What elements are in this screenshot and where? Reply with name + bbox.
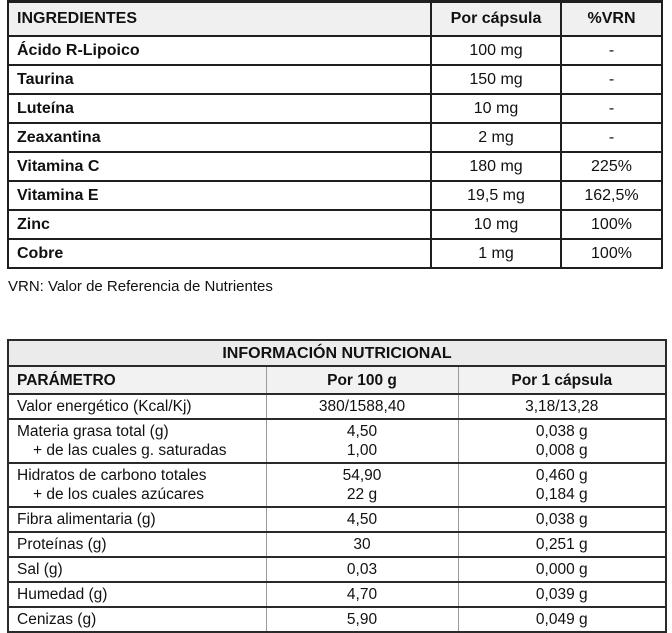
nutrition-param: Valor energético (Kcal/Kj) [8,394,266,419]
ingredient-amount: 100 mg [431,36,561,65]
nutrition-header-per-100g: Por 100 g [266,366,458,394]
table-row [8,181,662,210]
ingredient-name: Ácido R-Lipoico [8,36,431,65]
nutrition-param [8,419,266,463]
nutrition-per-capsule: 0,038 g [458,507,666,532]
nutrition-per-100g: 4,50 [266,507,458,532]
nutrition-param: Proteínas (g) [8,532,266,557]
nutrition-per-100g: 4,70 [266,582,458,607]
ingredient-amount: 150 mg [431,65,561,94]
nutrition-per-100g-line1: 4,50 [346,423,378,440]
table-row [8,65,662,94]
ingredient-amount: 19,5 mg [431,181,561,210]
nutrition-per-100g-line2: 1,00 [346,442,378,459]
ingredients-header-per-capsule: Por cápsula [431,2,561,37]
nutrition-header-row [8,366,666,394]
nutrition-title: INFORMACIÓN NUTRICIONAL [8,340,666,366]
nutrition-per-100g: 0,03 [266,557,458,582]
nutrition-per-100g: 5,90 [266,607,458,632]
ingredient-name: Zeaxantina [8,123,431,152]
ingredient-vrn: - [561,123,662,152]
nutrition-param-line1: Materia grasa total (g) [17,423,169,440]
table-row [8,123,662,152]
ingredient-amount: 180 mg [431,152,561,181]
nutrition-per-capsule: 3,18/13,28 [458,394,666,419]
ingredient-amount: 10 mg [431,94,561,123]
nutrition-header-per-capsule: Por 1 cápsula [458,366,666,394]
nutrition-header-param: PARÁMETRO [8,366,266,394]
nutrition-per-capsule: 0,000 g [458,557,666,582]
ingredient-amount: 1 mg [431,239,561,268]
ingredient-name: Luteína [8,94,431,123]
nutrition-param: Fibra alimentaria (g) [8,507,266,532]
ingredient-vrn: 100% [561,210,662,239]
ingredient-vrn: - [561,65,662,94]
table-row [8,394,666,419]
table-row [8,557,666,582]
vrn-footnote: VRN: Valor de Referencia de Nutrientes [8,278,273,295]
table-row [8,36,662,65]
nutrition-per-capsule [458,419,666,463]
nutrition-per-capsule [458,463,666,507]
table-row [8,210,662,239]
nutrition-param: Cenizas (g) [8,607,266,632]
nutrition-param: Humedad (g) [8,582,266,607]
ingredients-header-row [8,2,662,37]
table-row [8,463,666,507]
nutrition-per-100g: 30 [266,532,458,557]
nutrition-title-row [8,340,666,366]
ingredient-amount: 2 mg [431,123,561,152]
nutrition-per-100g [266,463,458,507]
ingredient-vrn: 100% [561,239,662,268]
table-row [8,94,662,123]
ingredients-table [7,0,663,269]
nutrition-param-line1: Hidratos de carbono totales [17,467,207,484]
ingredient-name: Cobre [8,239,431,268]
nutrition-table [7,339,667,633]
nutrition-per-100g: 380/1588,40 [266,394,458,419]
nutrition-param: Sal (g) [8,557,266,582]
nutrition-per-100g [266,419,458,463]
table-row [8,419,666,463]
nutrition-per-capsule: 0,039 g [458,582,666,607]
ingredient-vrn: 225% [561,152,662,181]
nutrition-per-capsule-line2: 0,184 g [535,486,588,503]
ingredient-name: Zinc [8,210,431,239]
ingredient-vrn: - [561,36,662,65]
nutrition-per-100g-line1: 54,90 [342,467,382,484]
table-row [8,582,666,607]
table-row [8,607,666,632]
ingredient-vrn: 162,5% [561,181,662,210]
nutrition-param-line2: + de las cuales g. saturadas [33,442,227,459]
ingredient-name: Vitamina E [8,181,431,210]
nutrition-per-capsule: 0,251 g [458,532,666,557]
nutrition-per-capsule-line1: 0,460 g [535,467,588,484]
ingredient-name: Taurina [8,65,431,94]
table-row [8,239,662,268]
nutrition-per-capsule-line2: 0,008 g [535,442,588,459]
nutrition-per-100g-line2: 22 g [346,486,378,503]
ingredient-name: Vitamina C [8,152,431,181]
ingredient-amount: 10 mg [431,210,561,239]
table-row [8,507,666,532]
nutrition-per-capsule-line1: 0,038 g [535,423,588,440]
nutrition-per-capsule: 0,049 g [458,607,666,632]
nutrition-param-line2: + de los cuales azúcares [33,486,205,503]
ingredients-header-vrn: %VRN [561,2,662,37]
ingredient-vrn: - [561,94,662,123]
table-row [8,152,662,181]
nutrition-param [8,463,266,507]
ingredients-header-name: INGREDIENTES [8,2,431,37]
table-row [8,532,666,557]
